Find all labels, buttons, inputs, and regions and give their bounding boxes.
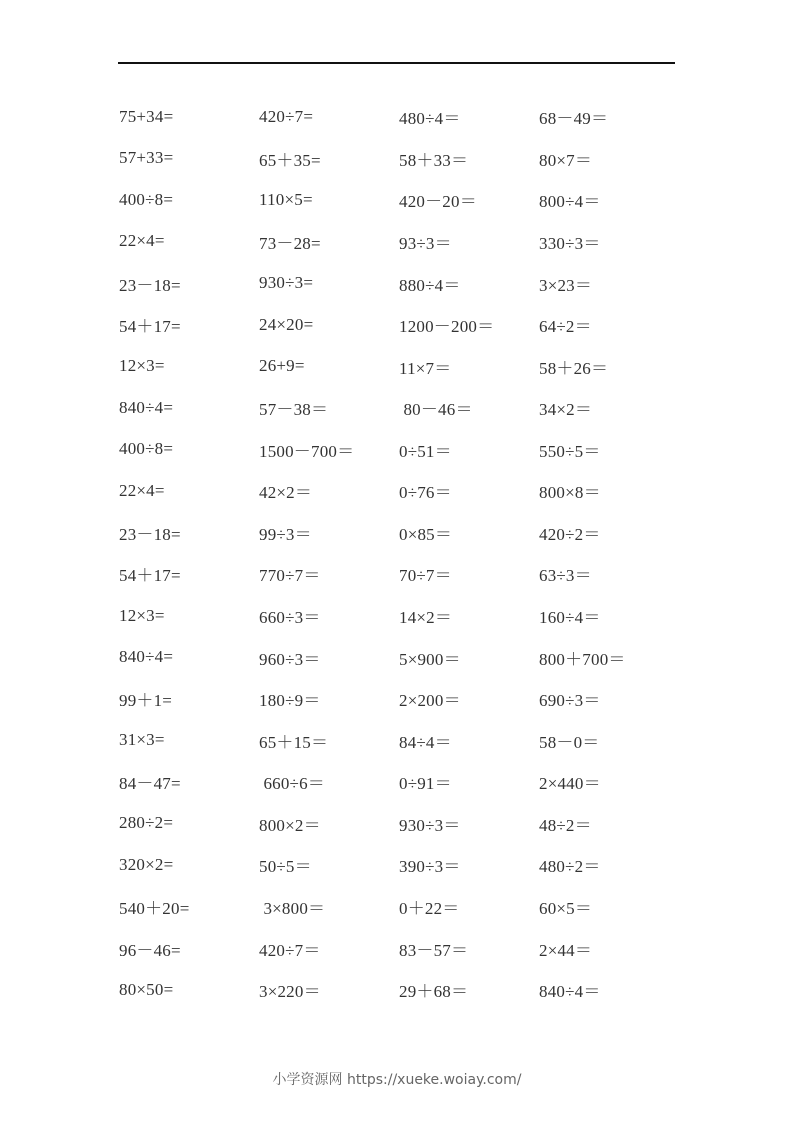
math-problem: 0÷91＝ (399, 774, 452, 794)
math-problem: 12×3= (119, 356, 165, 376)
math-problem: 880÷4＝ (399, 275, 461, 295)
math-problem: 930÷3= (259, 273, 314, 293)
math-problem: 0×85＝ (399, 524, 453, 544)
problem-row (119, 636, 679, 678)
problem-row (119, 761, 679, 803)
problem-row (119, 138, 679, 180)
math-problem: 57－38＝ (259, 400, 329, 420)
math-problem: 12×3= (119, 605, 165, 625)
math-problem: 420÷7＝ (259, 940, 321, 960)
math-problem: 690÷3＝ (539, 691, 601, 711)
math-problem: 23－18= (119, 275, 181, 295)
math-problem: 960÷3＝ (259, 649, 321, 669)
math-problem: 68－49＝ (539, 109, 609, 129)
problem-row (119, 179, 679, 221)
math-problem: 160÷4＝ (539, 608, 601, 628)
math-problem: 80－46＝ (399, 400, 473, 420)
math-problem: 800÷4＝ (539, 192, 601, 212)
math-problem: 390÷3＝ (399, 857, 461, 877)
math-problem: 65＋35= (259, 150, 321, 170)
math-problem: 93÷3＝ (399, 233, 452, 253)
math-problem: 2×440＝ (539, 774, 601, 794)
problem-row (119, 345, 679, 387)
math-problem: 420÷7= (259, 106, 314, 126)
problem-row (119, 470, 679, 512)
math-problem: 3×220＝ (259, 982, 321, 1002)
math-problem: 63÷3＝ (539, 566, 592, 586)
math-problem: 99÷3＝ (259, 524, 312, 544)
problem-row (119, 719, 679, 761)
math-problem: 5×900＝ (399, 649, 461, 669)
math-problem: 800×8＝ (539, 483, 601, 503)
problem-row (119, 96, 679, 138)
problem-row (119, 844, 679, 886)
math-problem: 96－46= (119, 940, 181, 960)
math-problem: 3×800＝ (259, 898, 326, 918)
math-problem: 660÷6＝ (259, 774, 325, 794)
math-problem: 400÷8= (119, 439, 174, 459)
math-problem: 14×2＝ (399, 608, 453, 628)
math-problem: 1200－200＝ (399, 317, 495, 337)
math-problem: 58＋26＝ (539, 358, 609, 378)
math-problem: 54＋17= (119, 317, 181, 337)
math-problem: 84÷4＝ (399, 732, 452, 752)
math-problem: 50÷5＝ (259, 857, 312, 877)
math-problem: 11×7＝ (399, 358, 452, 378)
math-problem: 800×2＝ (259, 815, 321, 835)
math-problem: 840÷4= (119, 647, 174, 667)
math-problem: 60×5＝ (539, 898, 593, 918)
math-problem: 800＋700＝ (539, 649, 626, 669)
math-problem: 22×4= (119, 480, 165, 500)
math-problem: 84－47= (119, 774, 181, 794)
math-problem: 280÷2= (119, 813, 174, 833)
math-problem: 24×20= (259, 314, 314, 334)
problem-row (119, 221, 679, 263)
math-problem: 54＋17= (119, 566, 181, 586)
header-rule (118, 62, 675, 64)
math-problem: 0＋22＝ (399, 898, 460, 918)
math-problem: 550÷5＝ (539, 441, 601, 461)
math-problem: 660÷3＝ (259, 608, 321, 628)
math-problem: 23－18= (119, 524, 181, 544)
problem-row (119, 595, 679, 637)
problem-row (119, 512, 679, 554)
math-problem: 3×23＝ (539, 275, 593, 295)
math-problem: 840÷4＝ (539, 982, 601, 1002)
math-problem: 2×200＝ (399, 691, 461, 711)
math-problem: 0÷76＝ (399, 483, 452, 503)
math-problem: 29＋68＝ (399, 982, 469, 1002)
math-problem: 0÷51＝ (399, 441, 452, 461)
problem-row (119, 429, 679, 471)
math-problem: 770÷7＝ (259, 566, 321, 586)
math-problem: 75+34= (119, 106, 174, 126)
math-problem: 26+9= (259, 356, 305, 376)
math-problem: 420－20＝ (399, 192, 477, 212)
math-problem: 70÷7＝ (399, 566, 452, 586)
problem-grid (119, 96, 679, 1010)
problem-row (119, 886, 679, 928)
math-problem: 34×2＝ (539, 400, 593, 420)
math-problem: 930÷3＝ (399, 815, 461, 835)
math-problem: 80×7＝ (539, 150, 593, 170)
math-problem: 840÷4= (119, 397, 174, 417)
math-problem: 57+33= (119, 148, 174, 168)
problem-row (119, 304, 679, 346)
math-problem: 420÷2＝ (539, 524, 601, 544)
math-problem: 2×44＝ (539, 940, 593, 960)
problem-row (119, 553, 679, 595)
math-problem: 80×50= (119, 979, 174, 999)
math-problem: 330÷3＝ (539, 233, 601, 253)
math-problem: 48÷2＝ (539, 815, 592, 835)
math-problem: 42×2＝ (259, 483, 313, 503)
math-problem: 400÷8= (119, 189, 174, 209)
math-problem: 1500－700＝ (259, 441, 355, 461)
math-problem: 540＋20= (119, 898, 190, 918)
math-problem: 64÷2＝ (539, 317, 592, 337)
math-problem: 480÷4＝ (399, 109, 461, 129)
problem-row (119, 969, 679, 1011)
math-problem: 83－57＝ (399, 940, 469, 960)
problem-row (119, 678, 679, 720)
math-problem: 99＋1= (119, 691, 173, 711)
problem-row (119, 927, 679, 969)
problem-row (119, 387, 679, 429)
problem-row (119, 803, 679, 845)
math-problem: 65＋15＝ (259, 732, 329, 752)
math-problem: 31×3= (119, 730, 165, 750)
math-problem: 22×4= (119, 231, 165, 251)
math-problem: 180÷9＝ (259, 691, 321, 711)
problem-row (119, 262, 679, 304)
math-problem: 480÷2＝ (539, 857, 601, 877)
math-problem: 320×2= (119, 854, 174, 874)
math-problem: 58＋33＝ (399, 150, 469, 170)
math-problem: 58－0＝ (539, 732, 600, 752)
footer-watermark: 小学资源网 https://xueke.woiay.com/ (272, 1072, 522, 1088)
math-problem: 110×5= (259, 189, 313, 209)
math-problem: 73－28= (259, 233, 321, 253)
